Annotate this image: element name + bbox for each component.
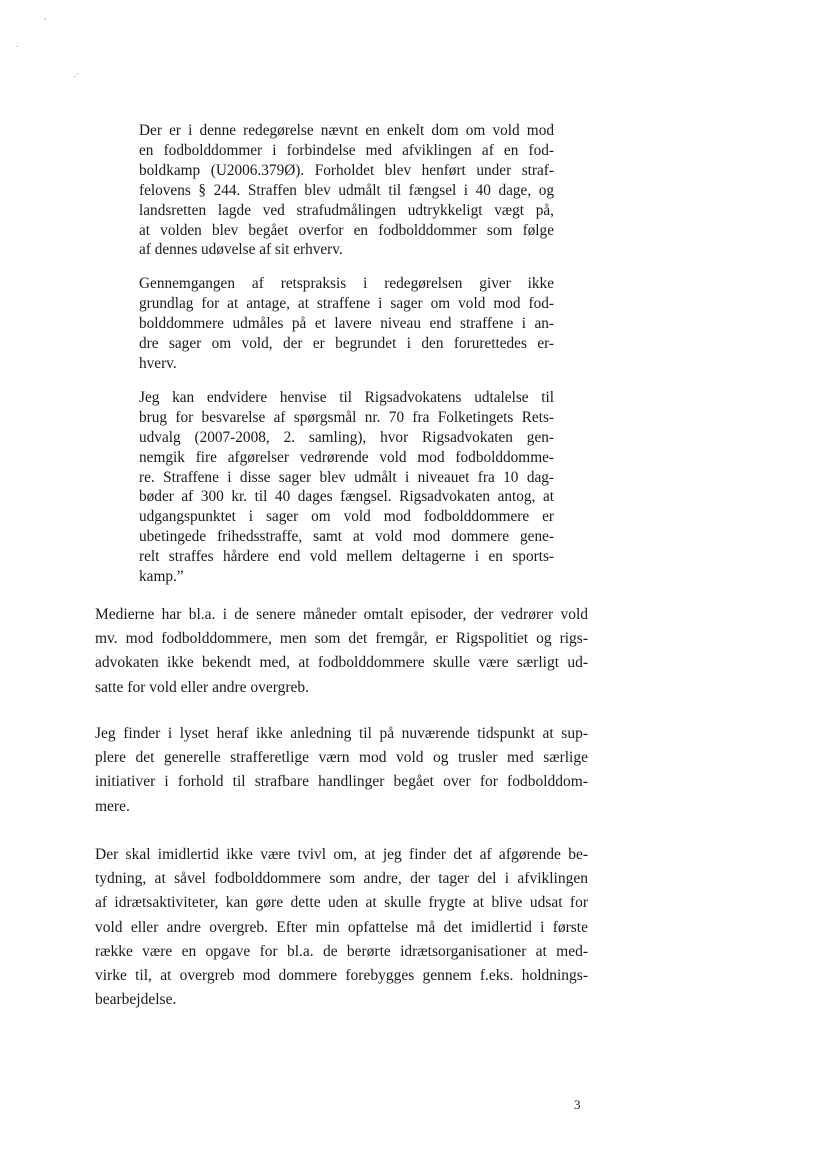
text-line: udvalg (2007-2008, 2. samling), hvor Rigsadvokaten gen- (139, 428, 554, 446)
text-line: grundlag for at antage, at straffene i sager om vold mod fod- (139, 295, 554, 313)
text-line: Medierne har bl.a. i de senere måneder omtalt episoder, der vedrører vold (95, 606, 588, 623)
text-line: virke til, at overgreb mod dommere forebygges gennem f.eks. holdnings- (95, 967, 588, 985)
text-line: initiativer i forhold til strafbare handlinger begået over for fodbolddom- (95, 773, 588, 791)
text-line: advokaten ikke bekendt med, at fodbolddommere skulle være særligt ud- (95, 654, 588, 672)
text-line: dre sager om vold, der er begrundet i den forurettedes er- (139, 335, 554, 353)
text-line: boldkamp (U2006.379Ø). Forholdet blev henført under straf- (139, 161, 554, 179)
text-line: vold eller andre overgreb. Efter min opfattelse må det imidlertid i første (95, 918, 588, 936)
text-line: Gennemgangen af retspraksis i redegørelsen giver ikke (139, 275, 554, 293)
text-line: Der er i denne redegørelse nævnt en enkelt dom om vold mod (139, 122, 554, 139)
body-paragraph-1 (95, 603, 588, 700)
text-line: bøder af 300 kr. til 40 dages fængsel. Rigsadvokaten antog, at (139, 488, 554, 506)
text-line: mv. mod fodbolddommere, men som det fremgår, er Rigspolitiet og rigs- (95, 630, 588, 648)
quote-paragraph-3 (139, 388, 554, 587)
text-line: satte for vold eller andre overgreb. (95, 678, 310, 696)
text-line: bearbejdelse. (95, 991, 177, 1009)
text-line: af dennes udøvelse af sit erhverv. (139, 241, 343, 259)
text-line: tydning, at såvel fodbolddommere som andre, der tager del i afviklingen (95, 870, 588, 888)
quote-paragraph-1 (139, 121, 554, 260)
text-line: landsretten lagde ved strafudmålingen udtrykkeligt vægt på, (139, 201, 554, 219)
text-line: relt straffes hårdere end vold mellem deltagerne i en sports- (139, 548, 554, 566)
text-line: Jeg finder i lyset heraf ikke anledning til på nuværende tidspunkt at sup- (95, 725, 588, 742)
text-line: af idrætsaktiviteter, kan gøre dette uden at skulle frygte at blive udsat for (95, 894, 588, 912)
text-line: nemgik fire afgørelser vedrørende vold mod fodbolddomme- (139, 448, 554, 466)
text-line: plere det generelle strafferetlige værn mod vold og trusler med særlige (95, 749, 588, 767)
text-line: Der skal imidlertid ikke være tvivl om, at jeg finder det af afgørende be- (95, 846, 588, 863)
text-line: at volden blev begået overfor en fodbolddommer som følge (139, 221, 554, 239)
body-paragraph-2 (95, 722, 588, 819)
text-line: udgangspunktet i sager om vold mod fodbolddommere er (139, 508, 554, 526)
text-line: kamp.” (139, 568, 184, 586)
text-line: ubetingede frihedsstraffe, samt at vold mod dommere gene- (139, 528, 554, 546)
text-line: række være en opgave for bl.a. de berørte idrætsorganisationer at med- (95, 942, 588, 960)
quote-paragraph-2 (139, 274, 554, 374)
body-paragraph-3 (95, 843, 588, 1012)
scan-speck: , (44, 11, 47, 21)
page-number: 3 (574, 1097, 581, 1112)
scan-speck: . (16, 39, 19, 49)
text-line: en fodbolddommer i forbindelse med afviklingen af en fod- (139, 141, 554, 159)
text-line: brug for besvarelse af spørgsmål nr. 70 fra Folketingets Rets- (139, 408, 554, 426)
quoted-excerpt (139, 121, 554, 587)
text-line: re. Straffene i disse sager blev udmålt i niveauet fra 10 dag- (139, 468, 554, 486)
text-line: Jeg kan endvidere henvise til Rigsadvokatens udtalelse til (139, 388, 554, 406)
text-line: mere. (95, 797, 130, 815)
text-line: felovens § 244. Straffen blev udmålt til fængsel i 40 dage, og (139, 181, 554, 199)
text-line: bolddommere udmåles på et lavere niveau end straffene i an- (139, 315, 554, 333)
scan-speck: .· (74, 69, 80, 79)
text-line: hverv. (139, 354, 177, 372)
